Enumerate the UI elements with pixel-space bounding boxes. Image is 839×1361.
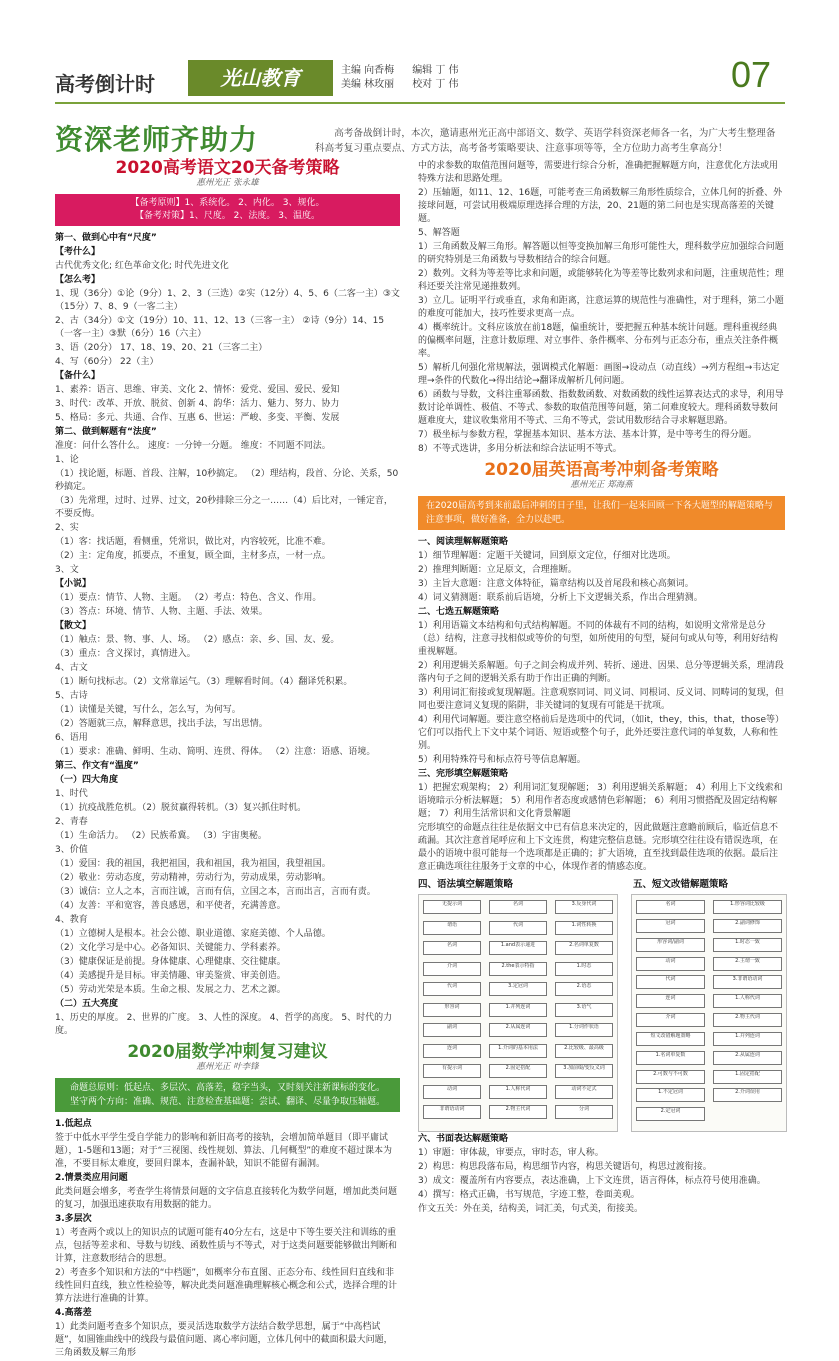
- paragraph: 2）数列。文科为等差等比求和问题，或能够转化为等差等比数列求和问题，注重规范性；理科还要关注常见递推数列。: [418, 269, 784, 292]
- paragraph: （1）抗疫战胜危机。（2）脱贫赢得转机。（3）复兴抓住时机。: [55, 803, 307, 813]
- paragraph: 3、时代：改革、开放、脱贫、创新 4、韵华：活力、魅力、努力、协力: [55, 399, 340, 409]
- diagram-node: 形容词/副词: [636, 938, 705, 952]
- paragraph: 第一、做到心中有“尺度”: [55, 233, 157, 243]
- column-title: 高考倒计时: [55, 72, 155, 96]
- paragraph: 1）利用语篇文本结构和句式结构解题。不同的体裁有不同的结构，如说明文常常是总分（总）结构，注意寻找相似或等价的句型，如所使用的句型，疑问句或从句等，利用好结构重视解题。: [418, 621, 779, 657]
- paragraph: （1）爱国：我的祖国，我把祖国，我和祖国，我为祖国，我望祖国。: [55, 859, 331, 869]
- paragraph: （3）诚信：立人之本，言而注诚，言而有信，立国之本，言而出言，言而有责。: [55, 887, 376, 897]
- paragraph: （2）主：定角度，抓要点，不重复，顾全面，主材多点，一材一点。: [55, 551, 331, 561]
- paragraph: 5、古诗: [55, 691, 88, 701]
- paragraph: 【考什么】: [55, 247, 101, 257]
- principle-line: 坚守两个方向：准确、规范、注意检查基础题：尝试、翻译、尽量争取压轴题。: [69, 1097, 385, 1107]
- diagram-node: 1.人称代词: [713, 994, 782, 1008]
- intro-text: 高考备战倒计时，本次，邀请惠州光正高中部语文、数学、英语学科资深老师各一名，为广大考生整理备科高考复习重点要点、方式方法，高考备考策略要诀、注意事项等等，全方位助力高考生拿高分！: [315, 128, 776, 154]
- diagram-node: 1.人称代词: [489, 1085, 547, 1099]
- paragraph: 7）极坐标与参数方程，掌握基本知识、基本方法、基本计算，是中等考生的得分题。: [418, 430, 757, 440]
- diagram-node: 代词: [489, 921, 547, 935]
- paragraph: （1）要点：情节、人物、主题。 （2）考点：特色、含义、作用。: [55, 593, 322, 603]
- paragraph: 4）词义猜测题：联系前后语境，分析上下文逻辑关系，作出合理猜测。: [418, 593, 703, 603]
- paragraph: 2）压轴题，如11、12、16题，可能考查三角函数解三角形性质综合，立体几何的折叠、外接球问题，可尝试用极端原理选择合理的方法，20、21题的第二问也是实现高落差的关键题。: [418, 188, 783, 224]
- paragraph: 六、书面表达解题策略: [418, 1134, 509, 1144]
- paragraph: （1）立德树人是根本。社会公德、职业道德、家庭美德、个人品德。: [55, 929, 331, 939]
- diagram-node: 名词: [423, 941, 481, 955]
- paragraph: 三、完形填空解题策略: [418, 769, 509, 779]
- diagram-node: 2.the表示特指: [489, 962, 547, 976]
- diagram-node: 2.物主代词: [489, 1105, 547, 1119]
- chinese-title: 2020高考语文20天备考策略: [115, 158, 340, 178]
- paragraph: 3）立几。证明平行或垂直，求角和距离，注意运算的规范性与准确性，对于理科，第二小题的难度可能加大，技巧性要求更高一点。: [418, 296, 784, 319]
- math-author: 惠州光正 叶李锋: [196, 1062, 259, 1072]
- paragraph: 5、格局：多元、共通、合作、互惠 6、世运：严峻、多变、平衡、发展: [55, 413, 340, 423]
- diagram-node: 形容词: [423, 1003, 481, 1017]
- diagram-node: 2.名词单复数: [555, 941, 613, 955]
- paragraph: 5）利用特殊符号和标点符号等信息解题。: [418, 755, 586, 765]
- paragraph: 中的求参数的取值范围问题等，需要进行综合分析，准确把握解题方向，注意优化方法或用特殊方法和思路处理。: [418, 161, 779, 184]
- diagram-node: 1.名词单复数: [636, 1051, 705, 1065]
- diagram-node: 2.从属连词: [489, 1023, 547, 1037]
- diagram-node: 2.语态: [555, 982, 613, 996]
- paragraph: 1、素养：语言、思维、审美、文化 2、情怀：爱党、爱国、爱民、爱知: [55, 385, 340, 395]
- paragraph: 准度：问什么答什么。 速度：一分钟一分题。 维度：不同题不同法。: [55, 441, 331, 451]
- credit-art-editor: 美编 林玫丽: [341, 79, 395, 90]
- diagram-node: 介词: [423, 962, 481, 976]
- paragraph: 4）利用代词解题。要注意空格前后是选项中的代词，（如it，they，this，that，those等）它们可以指代上下文中某个词语、短语或整个句子，此外还要注意代词的单复数，人称和性别。: [418, 715, 785, 751]
- paragraph: （5）劳动光荣是本质。生命之根、发展之力、艺术之源。: [55, 985, 286, 995]
- diagram-node: 代词: [636, 975, 705, 989]
- english-writing-body: [418, 1133, 785, 1216]
- paragraph: 二、七选五解题策略: [418, 607, 500, 617]
- diagram-node: 1.and表示递进: [489, 941, 547, 955]
- grammar-diagram: [418, 894, 618, 1132]
- diagram-node: 谓语: [423, 921, 481, 935]
- paragraph: 1、历史的厚度。 2、世界的广度。 3、人性的深度。 4、哲学的高度。 5、时代的力度。: [55, 1013, 393, 1036]
- paragraph: 2）考查多个知识和方法的“中档题”，如概率分布直图、正态分布、线性回归直线和非线性回归直线，独立性检验等，解决此类问题准确理解核心概念和公式，选择合理的计算方法进行准确的计算。: [55, 1268, 398, 1304]
- diagram-node: 名词: [489, 900, 547, 914]
- paragraph: 1）此类问题考查多个知识点，要灵活选取数学方法结合数学思想，属于“中高档试题”，如圆锥曲线中的线段与最值问题、离心率问题，立体几何中的截面积最大问题，三角函数及解三角形: [55, 1322, 393, 1358]
- math-title: 2020届数学冲刺复习建议: [127, 1042, 328, 1062]
- diagram-node: 代词: [423, 982, 481, 996]
- paragraph: 2）推理判断题：立足原文，合理推断。: [418, 565, 577, 575]
- diagram-node: 连词: [423, 1044, 481, 1058]
- diagram-node: 2.介词误用: [713, 1088, 782, 1102]
- paragraph: 5、解答题: [418, 228, 460, 238]
- math-principles-box: [55, 1078, 400, 1112]
- main-title: 资深老师齐助力: [55, 123, 259, 156]
- diagram-node: 副词: [423, 1023, 481, 1037]
- principle-line: 【备考对策】1、尺度。 2、法度。 3、温度。: [135, 211, 320, 221]
- paragraph: 古代优秀文化; 红色革命文化; 时代先进文化: [55, 261, 229, 271]
- paragraph: （2）敬业：劳动态度，劳动精神，劳动行为，劳动成果，劳动影响。: [55, 873, 331, 883]
- paragraph: （1）断句找标志。（2）文常靠运气。（3）理解看时间。（4）翻译凭积累。: [55, 677, 353, 687]
- paragraph: （3）答点：环境、情节、人物、主题、手法、效果。: [55, 607, 268, 617]
- paragraph: 4）撰写：格式正确，书写规范，字迹工整，卷面美观。: [418, 1190, 640, 1200]
- diagram-node: 动词: [636, 957, 705, 971]
- paragraph: 1.低起点: [55, 1119, 92, 1129]
- paragraph: （1）客：找话题，看侧重，凭常识，做比对，内容较死，比准不难。: [55, 537, 331, 547]
- paragraph: 3）成文：覆盖所有内容要点，表达准确，上下文连贯，语言得体，标点符号使用准确。: [418, 1176, 766, 1186]
- paragraph: 2）利用逻辑关系解题。句子之间会构成并列、转折、递进、因果、总分等逻辑关系，理清段落内句子之间的逻辑关系有助于作出正确的判断。: [418, 661, 784, 684]
- diagrams-area: [418, 878, 785, 1133]
- credit-chief-editor: 主编 向香梅: [341, 65, 395, 76]
- paragraph: （3）先常理，过时、过界、过文，20秒排除三分之一……（4）后比对，一锤定音，不要反悔。: [55, 496, 393, 519]
- diagram-node: 3.语气: [555, 1003, 613, 1017]
- paragraph: （2）答题就三点，解释意思，找出手法，写出思情。: [55, 719, 268, 729]
- principle-line: 【备考原则】1、系统化。 2、内化。 3、规化。: [130, 198, 325, 208]
- paragraph: 1、现（36分）①论（9分）1、2、3（三选）②实（12分）4、5、6（二客一主）③文（15分）7、8、9（一客二主）: [55, 289, 400, 312]
- paragraph: 第二、做到解题有“法度”: [55, 427, 157, 437]
- left-column: [55, 160, 400, 1361]
- editor-credits: [341, 64, 477, 92]
- paragraph: 2、实: [55, 523, 79, 533]
- paragraph: 4）概率统计。文科应该放在前18题，偏重统计，要把握五种基本统计问题。理科重视经典的偏概率问题，注意计数原理、对立事件、条件概率、分布列与正态分布，重点关注条件概率。: [418, 323, 779, 359]
- diagram-node: 2.主谓一致: [713, 957, 782, 971]
- paragraph: 4、古文: [55, 663, 88, 673]
- correction-diagram: [631, 894, 787, 1132]
- diagram-node: 无提示词: [423, 900, 481, 914]
- brand-logo: 光山教育: [188, 60, 333, 96]
- paragraph: 1）细节理解题：定题干关键词，回到原文定位，仔细对比选项。: [418, 551, 676, 561]
- diagram-node: 1.介词的基本用法: [489, 1044, 547, 1058]
- paragraph: 3、价值: [55, 845, 88, 855]
- diagram-node: 冠词: [636, 919, 705, 933]
- paragraph: 作文五关：外在美，结构美，词汇美，句式美，衔接美。: [418, 1204, 644, 1214]
- paragraph: 此类问题会增多，考查学生将情景问题的文字信息直接转化为数学问题，增加此类问题的复习，加强迅速获取有用数据的能力。: [55, 1187, 398, 1210]
- paragraph: 6）函数与导数，文科注重幂函数、指数数函数、对数函数的线性运算表达式的求导，利用导数讨论单调性、极值、不等式、参数的取值范围等问题，第二问难度较大。理科函数导数问题难度大，建议收集常用不等式、三角不等式，尝试用数形结合寻求解题思路。: [418, 390, 784, 426]
- paragraph: 1、时代: [55, 789, 88, 799]
- diagram-node: 1.时态一致: [713, 938, 782, 952]
- paragraph: 完形填空的命题点往往是依据文中已有信息来决定的，因此做题注意瞻前顾后，临近信息不疏漏。其次注意首尾呼应和上下文连贯，构建完整信息链。完形填空往往设有错误选项，在最小的语境中很可能每一个选项都是正确的；扩大语境，直至找到最佳选项的依据。最后注意正确选项往往服务于文章的中心，体现作者的情感态度。: [418, 823, 779, 872]
- english-author: 惠州光正 郑海燕: [570, 480, 633, 490]
- paragraph: 签于中低水平学生受自学能力的影响和新旧高考的接轨，会增加简单题目（即平庸试题），1-5题和13题；对于“三视图、线性规划、算法、几何概型”的难度不超过课本为准，不要目标太难度，要回归课本，查漏补缺，知识不能留有漏洞。: [55, 1133, 392, 1169]
- paragraph: （1）找论题，标题、首段、注解，10秒搞定。 （2）理结构，段首、分论、关系，50秒搞定。: [55, 469, 399, 492]
- diagram-node: 动词: [423, 1085, 481, 1099]
- paragraph: （1）要求：准确、鲜明、生动、简明、连贯、得体。 （2）注意：语感、语境。: [55, 747, 376, 757]
- paragraph: 第三、作文有“温度”: [55, 761, 139, 771]
- diagram-node: 1.词性转换: [555, 921, 613, 935]
- diagram-node: 1.形容词比较级: [713, 900, 782, 914]
- grammar-diagram-title: 四、语法填空解题策略: [418, 879, 514, 890]
- paragraph: 3、文: [55, 565, 79, 575]
- page-number: 07: [730, 54, 771, 95]
- diagram-node: 分词: [555, 1105, 613, 1119]
- paragraph: 2、古（34分）①文（19分）10、11、12、13（三客一主） ②诗（9分）14、15（一客一主）③默（6分）16（六主）: [55, 316, 385, 339]
- diagram-node: 2.固定搭配: [489, 1064, 547, 1078]
- chinese-author: 惠州光正 张永雄: [196, 178, 259, 188]
- paragraph: （3）重点：含义探讨，真情进入。: [55, 649, 196, 659]
- paragraph: （1）读懂是关键，写什么，怎么写，为何写。: [55, 705, 241, 715]
- page-header: [55, 50, 785, 102]
- paragraph: 2.情景类应用问题: [55, 1173, 128, 1183]
- paragraph: 5）解析几何强化常规解法，强调模式化解题：画图→设动点（动直线）→列方程组→韦达定理→条件的代数化→得出结论→翻译成解析几何问题。: [418, 363, 780, 386]
- diagram-node: 介词: [636, 1013, 705, 1027]
- paragraph: 4.高落差: [55, 1308, 92, 1318]
- paragraph: 4、教育: [55, 915, 88, 925]
- paragraph: 3）主旨大意题：注意文体特征，篇章结构以及首尾段和核心高频词。: [418, 579, 694, 589]
- diagram-node: 1.并列连词: [489, 1003, 547, 1017]
- english-intro-box: 在2020届高考到来前最后冲刺的日子里，让我们一起来回顾一下各大题型的解题策略与注意事项，做好准备，全力以赴吧。: [418, 496, 785, 530]
- paragraph: （1）生命活力。 （2）民族希冀。 （3）宇宙奥秘。: [55, 831, 267, 841]
- paragraph: 6、语用: [55, 733, 88, 743]
- credit-editor: 编辑 丁 伟: [412, 65, 459, 76]
- diagram-node: 1.固定搭配: [713, 1070, 782, 1084]
- english-body: [418, 536, 785, 874]
- paragraph: 【备什么】: [55, 371, 101, 381]
- paragraph: 1）考查两个或以上的知识点的试题可能有40分左右，这是中下等生要关注和训练的重点，包括等差求和、导数与切线、函数性质与不等式，对于这类问题要能够做出判断和计算，注意数形结合的思想。: [55, 1228, 398, 1264]
- paragraph: 3）利用词汇衔接或复现解题。注意观察同词、同义词、同根词、反义词、同畴词的复现，但同也要注意词义复现的陷阱，非关键词的复现有可能是干扰项。: [418, 688, 784, 711]
- diagram-node: 1.时态: [555, 962, 613, 976]
- diagram-node: 1.不定冠词: [636, 1088, 705, 1102]
- chinese-principles-box: [55, 194, 400, 226]
- diagram-node: 短文改错解题策略: [636, 1032, 705, 1046]
- paragraph: 【散文】: [55, 621, 92, 631]
- diagram-node: 2.定冠词: [636, 1107, 705, 1121]
- paragraph: 1）审题：审体裁，审要点，审时态，审人称。: [418, 1148, 604, 1158]
- diagram-node: 有提示词: [423, 1064, 481, 1078]
- paragraph: （2）文化学习是中心。必备知识、关键能力、学科素养。: [55, 943, 286, 953]
- diagram-node: 1.分词作状语: [555, 1023, 613, 1037]
- paragraph: 1）三角函数及解三角形。解答题以恒等变换加解三角形可能性大，理科数学应加强综合问题的研究特别是三角函数与导数相结合的综合问题。: [418, 242, 784, 265]
- paragraph: 2）构思：构思段落布局，构思细节内容，构思关键语句，构思过渡衔接。: [418, 1162, 712, 1172]
- diagram-node: 2.比较级、最高级: [555, 1044, 613, 1058]
- diagram-node: 2.物主代词: [713, 1013, 782, 1027]
- paragraph: 2、青春: [55, 817, 88, 827]
- paragraph: （二）五大亮度: [55, 999, 119, 1009]
- chinese-body: [55, 232, 400, 1038]
- paragraph: （1）触点：景、物、事、人、场。 （2）感点：亲、乡、国、友、爱。: [55, 635, 340, 645]
- diagram-node: 动词不定式: [555, 1085, 613, 1099]
- paragraph: 8）不等式选讲，多用分析法和综合法证明不等式。: [418, 444, 622, 454]
- paragraph: （4）美感提升是目标。审美情趣、审美鉴赏、审美创造。: [55, 971, 286, 981]
- english-title: 2020届英语高考冲刺备考策略: [484, 460, 719, 480]
- paragraph: 一、阅读理解解题策略: [418, 537, 509, 547]
- correction-diagram-title: 五、短文改错解题策略: [633, 879, 729, 890]
- diagram-node: 2.可数与不可数: [636, 1070, 705, 1084]
- diagram-node: 2.副词修饰: [713, 919, 782, 933]
- principle-line: 命题总原则：低起点、多层次、高落差，稳字当头，又时刻关注新课标的变化。: [69, 1083, 385, 1093]
- diagram-node: 1.并列连词: [713, 1032, 782, 1046]
- diagram-node: 3.反身代词: [555, 900, 613, 914]
- diagram-node: 3.加前缀/变反义词: [555, 1064, 613, 1078]
- paragraph: （一）四大角度: [55, 775, 119, 785]
- math-body: [55, 1118, 400, 1360]
- paragraph: 3.多层次: [55, 1214, 92, 1224]
- paragraph: 1、论: [55, 455, 79, 465]
- diagram-node: 非谓语动词: [423, 1105, 481, 1119]
- header-divider: [55, 102, 785, 104]
- right-column: [418, 160, 785, 1217]
- diagram-node: 连词: [636, 994, 705, 1008]
- paragraph: 3、语（20分） 17、18、19、20、21（三客二主）: [55, 343, 268, 353]
- credit-proofreader: 校对 丁 伟: [412, 79, 459, 90]
- paragraph: （3）健康保证是前提。身体健康、心理健康、交往健康。: [55, 957, 286, 967]
- paragraph: 1）把握宏观架构； 2）利用词汇复现解题； 3）利用逻辑关系解题； 4）利用上下文线索和语境暗示分析法解题； 5）利用作者态度或感情色彩解题； 6）利用习惯搭配及固定结构解题； 7）利用生活常识和文化背景解题: [418, 783, 783, 819]
- diagram-node: 3.定冠词: [489, 982, 547, 996]
- diagram-node: 2.从属连词: [713, 1051, 782, 1065]
- paragraph: 【小说】: [55, 579, 92, 589]
- diagram-node: 3.非谓语动词: [713, 975, 782, 989]
- paragraph: 4、写（60分） 22（主）: [55, 357, 159, 367]
- paragraph: （4）友善：平和宽容，善良感恩，和平使者，充满善意。: [55, 901, 286, 911]
- paragraph: 【怎么考】: [55, 275, 101, 285]
- math-continued: [418, 160, 785, 456]
- diagram-node: 名词: [636, 900, 705, 914]
